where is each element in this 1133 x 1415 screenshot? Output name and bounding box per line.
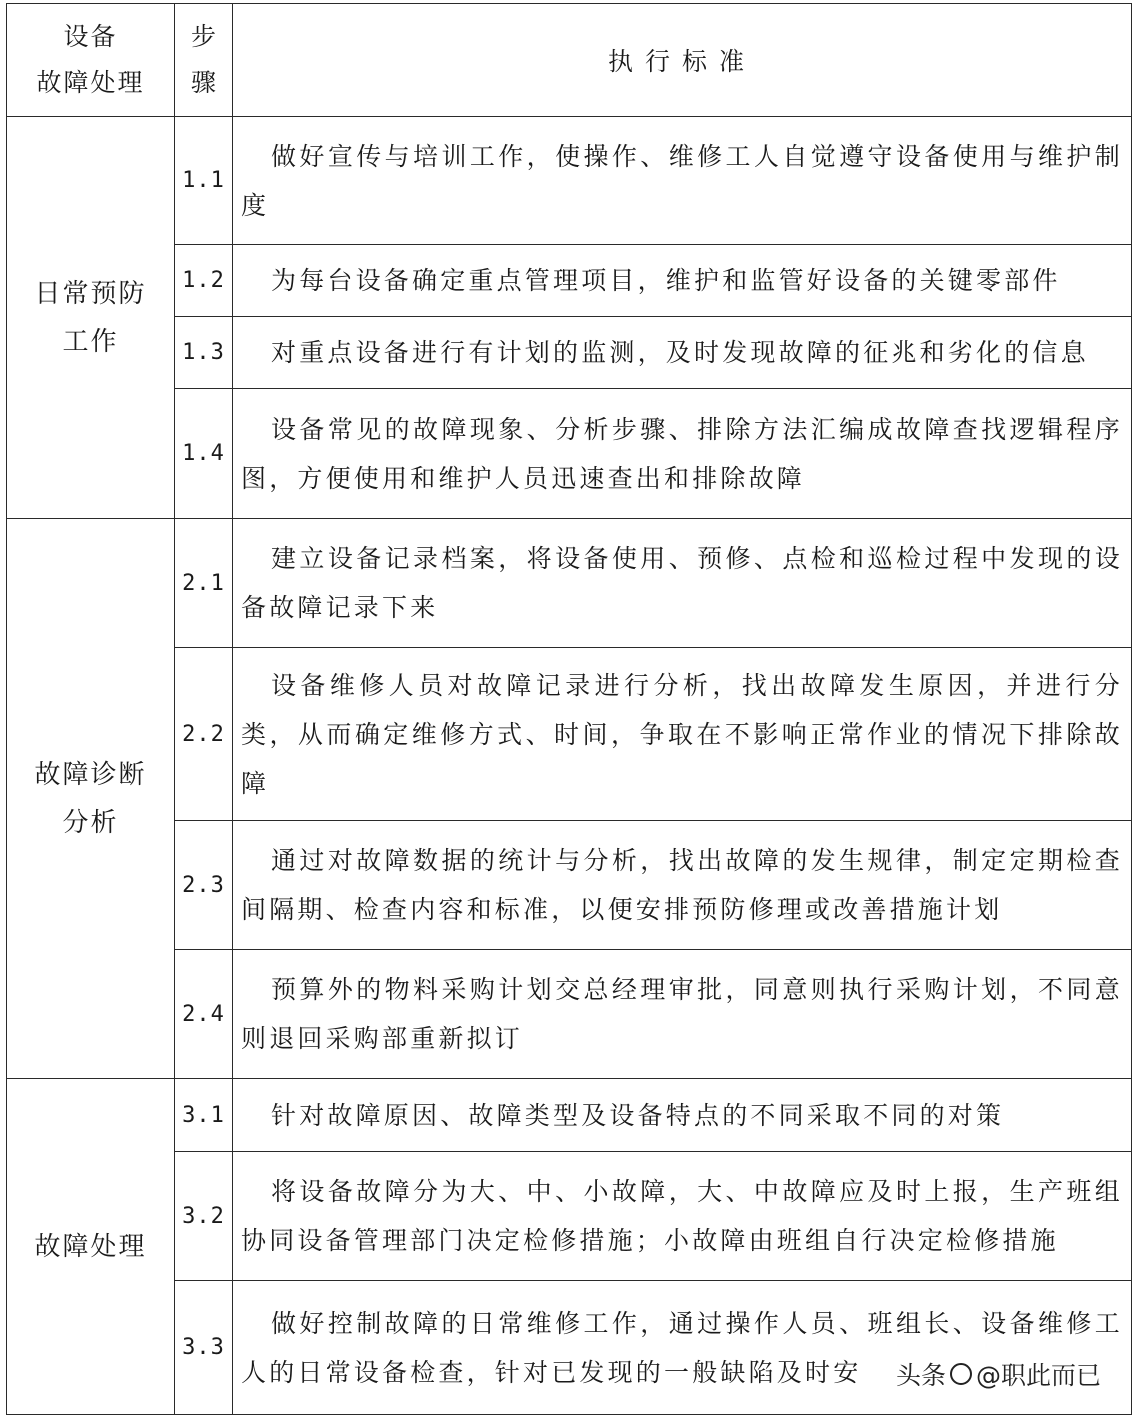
step-number: 3.2 — [175, 1152, 233, 1281]
section-category-cell — [7, 117, 175, 519]
section-category-line1: 故障处理 — [34, 1231, 147, 1262]
standard-cell — [233, 245, 1132, 317]
watermark-handle: @职此而已 — [975, 1361, 1101, 1390]
table-row — [7, 821, 1132, 950]
table-row — [7, 389, 1132, 519]
standard-cell — [233, 519, 1132, 648]
step-number: 1.1 — [175, 117, 233, 245]
step-number: 3.1 — [175, 1079, 233, 1152]
standard-cell — [233, 648, 1132, 821]
standard-text: 做好控制故障的日常维修工作，通过操作人员、班组长、设备维修工人的日常设备检查，针对已发现的一般缺陷及时安 — [241, 1308, 1123, 1387]
standard-text: 做好宣传与培训工作，使操作、维修工人自觉遵守设备使用与维护制度 — [241, 141, 1123, 220]
watermark-brand: 头条 — [895, 1361, 946, 1390]
step-number: 2.2 — [175, 648, 233, 821]
table-row — [7, 1281, 1132, 1415]
header-step-line1: 步 — [190, 22, 216, 51]
header-step-cell — [175, 4, 233, 117]
standard-text: 建立设备记录档案，将设备使用、预修、点检和巡检过程中发现的设备故障记录下来 — [241, 544, 1123, 622]
section-category-cell — [7, 1079, 175, 1415]
standard-cell — [233, 950, 1132, 1079]
table-row — [7, 117, 1132, 245]
table-row — [7, 317, 1132, 389]
header-category-line2: 故障处理 — [36, 68, 145, 97]
at-icon — [950, 1363, 972, 1385]
standard-cell — [233, 317, 1132, 389]
table-row — [7, 1152, 1132, 1281]
standard-cell — [233, 821, 1132, 950]
standard-text: 针对故障原因、故障类型及设备特点的不同采取不同的对策 — [271, 1100, 1005, 1130]
standard-cell — [233, 1281, 1132, 1415]
table-row — [7, 648, 1132, 821]
header-category-line1: 设备 — [63, 22, 118, 51]
header-standard-cell — [233, 4, 1132, 117]
standard-cell — [233, 117, 1132, 245]
standard-text: 设备维修人员对故障记录进行分析，找出故障发生原因，并进行分类，从而确定维修方式、时间，争取在不影响正常作业的情况下排除故障 — [241, 670, 1123, 798]
header-step-line2: 骤 — [190, 68, 216, 97]
step-number: 2.3 — [175, 821, 233, 950]
standard-text: 将设备故障分为大、中、小故障，大、中故障应及时上报，生产班组协同设备管理部门决定检修措施；小故障由班组自行决定检修措施 — [241, 1177, 1123, 1255]
section-category-cell — [7, 519, 175, 1079]
header-row — [7, 4, 1132, 117]
header-category-cell — [7, 4, 175, 117]
standard-text: 通过对故障数据的统计与分析，找出故障的发生规律，制定定期检查间隔期、检查内容和标准，以便安排预防修理或改善措施计划 — [241, 846, 1123, 924]
section-category-line2: 分析 — [62, 807, 119, 838]
standard-cell — [233, 389, 1132, 519]
section-category-line2: 工作 — [62, 326, 119, 357]
step-number: 2.4 — [175, 950, 233, 1079]
standard-cell — [233, 1079, 1132, 1152]
header-standard-label: 执行标准 — [607, 47, 756, 76]
standard-text: 对重点设备进行有计划的监测，及时发现故障的征兆和劣化的信息 — [271, 338, 1089, 367]
step-number: 3.3 — [175, 1281, 233, 1415]
table-row — [7, 950, 1132, 1079]
step-number: 2.1 — [175, 519, 233, 648]
step-number: 1.3 — [175, 317, 233, 389]
standard-text: 设备常见的故障现象、分析步骤、排除方法汇编成故障查找逻辑程序图，方便使用和维护人员迅速查出和排除故障 — [241, 414, 1123, 493]
table-row — [7, 1079, 1132, 1152]
watermark — [890, 1354, 1107, 1394]
section-category-line1: 故障诊断 — [34, 759, 147, 790]
standard-cell — [233, 1152, 1132, 1281]
standard-text: 预算外的物料采购计划交总经理审批，同意则执行采购计划，不同意则退回采购部重新拟订 — [241, 975, 1123, 1053]
standard-text: 为每台设备确定重点管理项目，维护和监管好设备的关键零部件 — [271, 266, 1061, 295]
table-row — [7, 245, 1132, 317]
standards-table — [6, 3, 1132, 1415]
table-row — [7, 519, 1132, 648]
step-number: 1.4 — [175, 389, 233, 519]
step-number: 1.2 — [175, 245, 233, 317]
section-category-line1: 日常预防 — [34, 278, 147, 309]
